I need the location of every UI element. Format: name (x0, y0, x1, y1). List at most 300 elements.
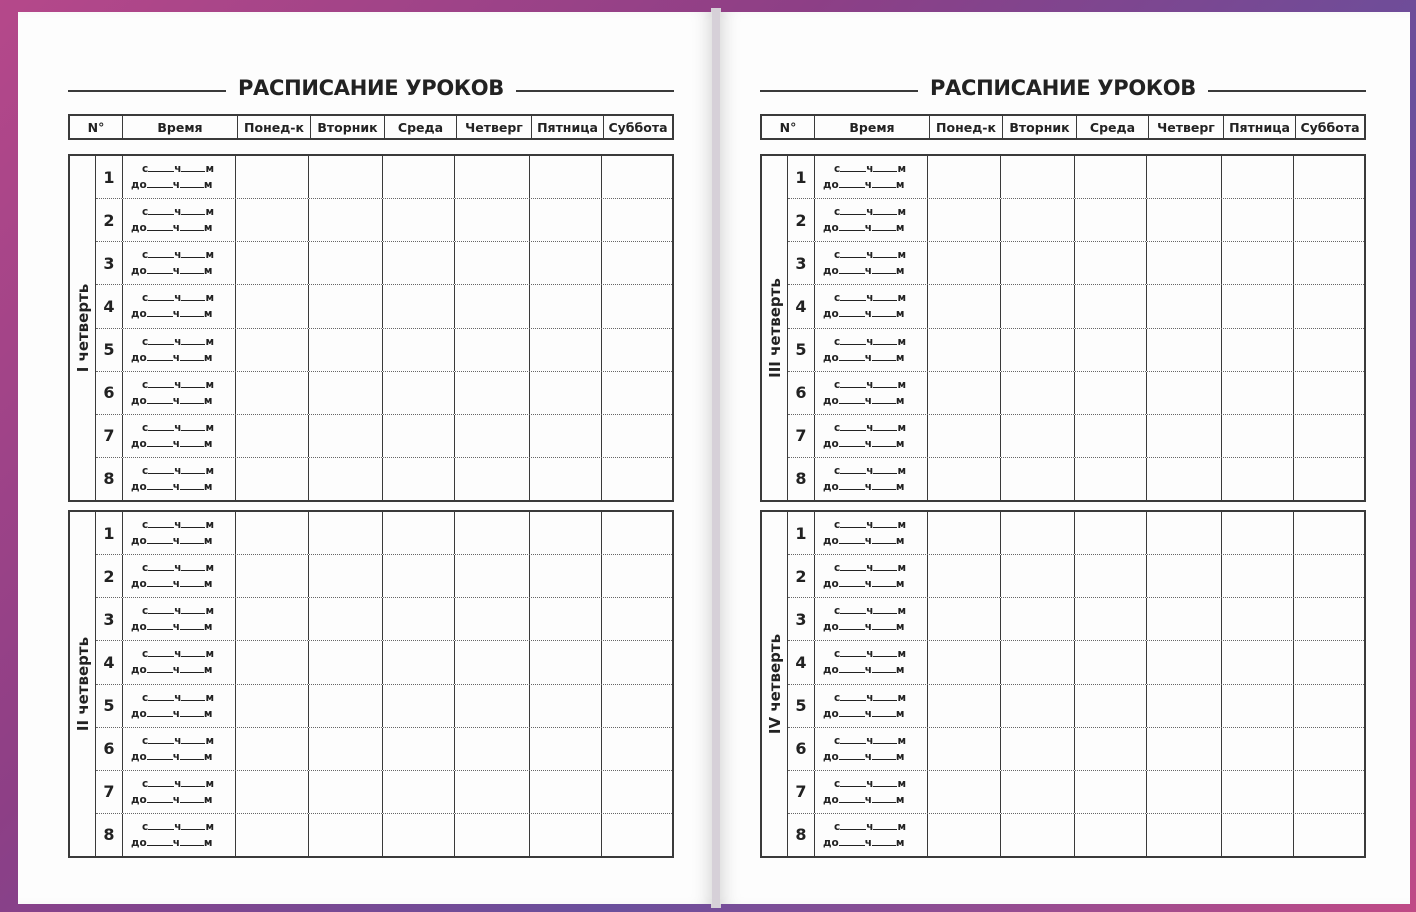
subject-cell[interactable] (602, 512, 672, 554)
time-slot[interactable] (815, 242, 928, 284)
blank-hours[interactable] (147, 749, 173, 760)
time-slot[interactable] (123, 685, 236, 727)
time-slot[interactable] (815, 156, 928, 198)
subject-cell[interactable] (1222, 728, 1294, 770)
subject-cell[interactable] (383, 728, 455, 770)
subject-cell[interactable] (455, 771, 530, 813)
subject-cell[interactable] (383, 285, 455, 327)
time-slot[interactable] (123, 329, 236, 371)
blank-hours[interactable] (147, 436, 173, 447)
blank-minutes[interactable] (180, 749, 204, 760)
subject-cell[interactable] (602, 641, 672, 683)
subject-cell[interactable] (1001, 372, 1075, 414)
subject-cell[interactable] (1294, 458, 1364, 500)
time-slot[interactable] (123, 415, 236, 457)
subject-cell[interactable] (1001, 771, 1075, 813)
subject-cell[interactable] (309, 242, 383, 284)
blank-minutes[interactable] (181, 776, 205, 787)
subject-cell[interactable] (383, 242, 455, 284)
blank-minutes[interactable] (872, 350, 896, 361)
blank-minutes[interactable] (180, 706, 204, 717)
blank-hours[interactable] (147, 479, 173, 490)
time-slot[interactable] (123, 771, 236, 813)
subject-cell[interactable] (602, 598, 672, 640)
subject-cell[interactable] (236, 458, 309, 500)
subject-cell[interactable] (236, 156, 309, 198)
blank-minutes[interactable] (873, 204, 897, 215)
subject-cell[interactable] (530, 728, 602, 770)
subject-cell[interactable] (309, 641, 383, 683)
blank-minutes[interactable] (180, 263, 204, 274)
subject-cell[interactable] (309, 512, 383, 554)
subject-cell[interactable] (928, 285, 1001, 327)
subject-cell[interactable] (309, 372, 383, 414)
time-slot[interactable] (815, 512, 928, 554)
blank-hours[interactable] (839, 220, 865, 231)
blank-minutes[interactable] (873, 334, 897, 345)
blank-hours[interactable] (840, 204, 866, 215)
blank-minutes[interactable] (873, 560, 897, 571)
subject-cell[interactable] (1075, 156, 1147, 198)
subject-cell[interactable] (602, 685, 672, 727)
blank-hours[interactable] (148, 517, 174, 528)
time-slot[interactable] (123, 458, 236, 500)
subject-cell[interactable] (928, 728, 1001, 770)
subject-cell[interactable] (309, 685, 383, 727)
subject-cell[interactable] (1294, 285, 1364, 327)
blank-minutes[interactable] (872, 749, 896, 760)
subject-cell[interactable] (1147, 372, 1222, 414)
subject-cell[interactable] (1147, 242, 1222, 284)
blank-hours[interactable] (839, 835, 865, 846)
blank-hours[interactable] (840, 819, 866, 830)
time-slot[interactable] (815, 199, 928, 241)
subject-cell[interactable] (928, 641, 1001, 683)
subject-cell[interactable] (236, 285, 309, 327)
subject-cell[interactable] (1075, 329, 1147, 371)
subject-cell[interactable] (1147, 728, 1222, 770)
subject-cell[interactable] (455, 555, 530, 597)
blank-minutes[interactable] (180, 576, 204, 587)
subject-cell[interactable] (928, 458, 1001, 500)
blank-hours[interactable] (840, 646, 866, 657)
subject-cell[interactable] (455, 372, 530, 414)
blank-minutes[interactable] (181, 603, 205, 614)
subject-cell[interactable] (530, 415, 602, 457)
subject-cell[interactable] (1294, 372, 1364, 414)
subject-cell[interactable] (1075, 685, 1147, 727)
subject-cell[interactable] (1294, 814, 1364, 856)
subject-cell[interactable] (602, 199, 672, 241)
blank-minutes[interactable] (180, 393, 204, 404)
subject-cell[interactable] (1222, 415, 1294, 457)
subject-cell[interactable] (383, 771, 455, 813)
blank-minutes[interactable] (873, 377, 897, 388)
subject-cell[interactable] (1001, 814, 1075, 856)
subject-cell[interactable] (530, 641, 602, 683)
blank-minutes[interactable] (181, 247, 205, 258)
blank-hours[interactable] (148, 290, 174, 301)
blank-hours[interactable] (148, 733, 174, 744)
subject-cell[interactable] (1147, 771, 1222, 813)
blank-minutes[interactable] (872, 306, 896, 317)
subject-cell[interactable] (383, 156, 455, 198)
subject-cell[interactable] (383, 372, 455, 414)
subject-cell[interactable] (1001, 199, 1075, 241)
blank-minutes[interactable] (180, 177, 204, 188)
blank-minutes[interactable] (873, 247, 897, 258)
blank-hours[interactable] (148, 161, 174, 172)
subject-cell[interactable] (236, 771, 309, 813)
blank-minutes[interactable] (180, 436, 204, 447)
subject-cell[interactable] (530, 156, 602, 198)
blank-hours[interactable] (840, 463, 866, 474)
subject-cell[interactable] (928, 555, 1001, 597)
blank-minutes[interactable] (180, 619, 204, 630)
subject-cell[interactable] (602, 771, 672, 813)
subject-cell[interactable] (1075, 372, 1147, 414)
blank-hours[interactable] (147, 576, 173, 587)
time-slot[interactable] (123, 555, 236, 597)
subject-cell[interactable] (1222, 458, 1294, 500)
subject-cell[interactable] (236, 242, 309, 284)
subject-cell[interactable] (455, 512, 530, 554)
blank-hours[interactable] (839, 619, 865, 630)
subject-cell[interactable] (1075, 641, 1147, 683)
subject-cell[interactable] (530, 771, 602, 813)
subject-cell[interactable] (236, 512, 309, 554)
subject-cell[interactable] (309, 728, 383, 770)
blank-hours[interactable] (840, 560, 866, 571)
subject-cell[interactable] (309, 814, 383, 856)
time-slot[interactable] (815, 771, 928, 813)
subject-cell[interactable] (928, 415, 1001, 457)
blank-minutes[interactable] (873, 819, 897, 830)
blank-hours[interactable] (840, 377, 866, 388)
blank-minutes[interactable] (181, 733, 205, 744)
subject-cell[interactable] (455, 415, 530, 457)
subject-cell[interactable] (1001, 415, 1075, 457)
subject-cell[interactable] (530, 512, 602, 554)
subject-cell[interactable] (1294, 598, 1364, 640)
time-slot[interactable] (815, 285, 928, 327)
blank-hours[interactable] (840, 776, 866, 787)
blank-minutes[interactable] (872, 619, 896, 630)
subject-cell[interactable] (309, 156, 383, 198)
subject-cell[interactable] (1294, 156, 1364, 198)
time-slot[interactable] (815, 598, 928, 640)
subject-cell[interactable] (1001, 156, 1075, 198)
subject-cell[interactable] (455, 156, 530, 198)
blank-minutes[interactable] (873, 776, 897, 787)
time-slot[interactable] (815, 641, 928, 683)
subject-cell[interactable] (1222, 555, 1294, 597)
subject-cell[interactable] (236, 415, 309, 457)
subject-cell[interactable] (383, 598, 455, 640)
time-slot[interactable] (815, 372, 928, 414)
blank-hours[interactable] (147, 263, 173, 274)
subject-cell[interactable] (455, 814, 530, 856)
time-slot[interactable] (123, 156, 236, 198)
blank-minutes[interactable] (181, 290, 205, 301)
subject-cell[interactable] (455, 199, 530, 241)
time-slot[interactable] (815, 555, 928, 597)
subject-cell[interactable] (1001, 285, 1075, 327)
subject-cell[interactable] (1294, 415, 1364, 457)
subject-cell[interactable] (1147, 156, 1222, 198)
blank-minutes[interactable] (873, 517, 897, 528)
subject-cell[interactable] (1222, 372, 1294, 414)
time-slot[interactable] (815, 329, 928, 371)
blank-minutes[interactable] (873, 733, 897, 744)
subject-cell[interactable] (1222, 329, 1294, 371)
blank-minutes[interactable] (180, 533, 204, 544)
subject-cell[interactable] (1147, 641, 1222, 683)
blank-hours[interactable] (147, 662, 173, 673)
blank-minutes[interactable] (872, 177, 896, 188)
subject-cell[interactable] (236, 814, 309, 856)
subject-cell[interactable] (1294, 199, 1364, 241)
subject-cell[interactable] (455, 685, 530, 727)
subject-cell[interactable] (1294, 641, 1364, 683)
time-slot[interactable] (815, 415, 928, 457)
blank-hours[interactable] (147, 533, 173, 544)
subject-cell[interactable] (928, 685, 1001, 727)
time-slot[interactable] (815, 728, 928, 770)
time-slot[interactable] (123, 285, 236, 327)
blank-hours[interactable] (840, 334, 866, 345)
subject-cell[interactable] (530, 199, 602, 241)
subject-cell[interactable] (309, 555, 383, 597)
subject-cell[interactable] (455, 458, 530, 500)
subject-cell[interactable] (236, 372, 309, 414)
blank-minutes[interactable] (872, 533, 896, 544)
subject-cell[interactable] (1001, 242, 1075, 284)
blank-hours[interactable] (147, 220, 173, 231)
subject-cell[interactable] (1147, 415, 1222, 457)
blank-minutes[interactable] (181, 646, 205, 657)
subject-cell[interactable] (1222, 641, 1294, 683)
blank-hours[interactable] (840, 247, 866, 258)
time-slot[interactable] (123, 598, 236, 640)
subject-cell[interactable] (1294, 771, 1364, 813)
blank-minutes[interactable] (872, 706, 896, 717)
blank-minutes[interactable] (180, 220, 204, 231)
subject-cell[interactable] (383, 814, 455, 856)
subject-cell[interactable] (530, 458, 602, 500)
blank-hours[interactable] (148, 560, 174, 571)
blank-hours[interactable] (839, 436, 865, 447)
subject-cell[interactable] (455, 285, 530, 327)
subject-cell[interactable] (455, 598, 530, 640)
blank-hours[interactable] (840, 690, 866, 701)
subject-cell[interactable] (309, 458, 383, 500)
subject-cell[interactable] (1222, 199, 1294, 241)
subject-cell[interactable] (309, 285, 383, 327)
subject-cell[interactable] (602, 458, 672, 500)
blank-minutes[interactable] (872, 835, 896, 846)
blank-minutes[interactable] (180, 835, 204, 846)
blank-minutes[interactable] (872, 479, 896, 490)
subject-cell[interactable] (1147, 199, 1222, 241)
time-slot[interactable] (123, 641, 236, 683)
subject-cell[interactable] (602, 814, 672, 856)
subject-cell[interactable] (1075, 285, 1147, 327)
blank-hours[interactable] (148, 776, 174, 787)
subject-cell[interactable] (383, 458, 455, 500)
subject-cell[interactable] (530, 372, 602, 414)
blank-hours[interactable] (839, 306, 865, 317)
blank-minutes[interactable] (180, 662, 204, 673)
subject-cell[interactable] (1222, 512, 1294, 554)
subject-cell[interactable] (1075, 512, 1147, 554)
subject-cell[interactable] (530, 555, 602, 597)
blank-minutes[interactable] (872, 792, 896, 803)
blank-hours[interactable] (148, 334, 174, 345)
subject-cell[interactable] (1075, 814, 1147, 856)
subject-cell[interactable] (455, 242, 530, 284)
blank-hours[interactable] (147, 792, 173, 803)
blank-hours[interactable] (147, 306, 173, 317)
subject-cell[interactable] (236, 598, 309, 640)
subject-cell[interactable] (309, 598, 383, 640)
subject-cell[interactable] (1294, 512, 1364, 554)
subject-cell[interactable] (1147, 458, 1222, 500)
subject-cell[interactable] (1222, 156, 1294, 198)
blank-minutes[interactable] (872, 576, 896, 587)
subject-cell[interactable] (1147, 512, 1222, 554)
subject-cell[interactable] (1147, 598, 1222, 640)
subject-cell[interactable] (928, 156, 1001, 198)
blank-hours[interactable] (147, 706, 173, 717)
blank-hours[interactable] (148, 420, 174, 431)
subject-cell[interactable] (1075, 415, 1147, 457)
blank-hours[interactable] (839, 479, 865, 490)
blank-minutes[interactable] (181, 690, 205, 701)
subject-cell[interactable] (602, 728, 672, 770)
subject-cell[interactable] (602, 415, 672, 457)
blank-hours[interactable] (839, 749, 865, 760)
subject-cell[interactable] (309, 199, 383, 241)
blank-minutes[interactable] (181, 463, 205, 474)
blank-hours[interactable] (147, 393, 173, 404)
subject-cell[interactable] (928, 329, 1001, 371)
subject-cell[interactable] (928, 512, 1001, 554)
blank-minutes[interactable] (873, 603, 897, 614)
time-slot[interactable] (815, 685, 928, 727)
blank-hours[interactable] (840, 420, 866, 431)
subject-cell[interactable] (1222, 598, 1294, 640)
blank-hours[interactable] (839, 576, 865, 587)
subject-cell[interactable] (1222, 242, 1294, 284)
blank-hours[interactable] (147, 177, 173, 188)
time-slot[interactable] (123, 199, 236, 241)
time-slot[interactable] (123, 372, 236, 414)
subject-cell[interactable] (602, 555, 672, 597)
subject-cell[interactable] (1001, 685, 1075, 727)
subject-cell[interactable] (1222, 814, 1294, 856)
subject-cell[interactable] (455, 329, 530, 371)
subject-cell[interactable] (928, 372, 1001, 414)
subject-cell[interactable] (928, 199, 1001, 241)
subject-cell[interactable] (1222, 685, 1294, 727)
blank-minutes[interactable] (873, 290, 897, 301)
blank-minutes[interactable] (872, 393, 896, 404)
blank-minutes[interactable] (181, 161, 205, 172)
subject-cell[interactable] (1001, 728, 1075, 770)
blank-minutes[interactable] (181, 819, 205, 830)
blank-hours[interactable] (840, 161, 866, 172)
subject-cell[interactable] (383, 512, 455, 554)
blank-hours[interactable] (148, 819, 174, 830)
blank-hours[interactable] (839, 662, 865, 673)
subject-cell[interactable] (928, 598, 1001, 640)
subject-cell[interactable] (236, 555, 309, 597)
blank-minutes[interactable] (181, 560, 205, 571)
blank-minutes[interactable] (180, 306, 204, 317)
subject-cell[interactable] (1294, 728, 1364, 770)
blank-minutes[interactable] (181, 377, 205, 388)
subject-cell[interactable] (236, 728, 309, 770)
subject-cell[interactable] (602, 372, 672, 414)
subject-cell[interactable] (1294, 555, 1364, 597)
blank-minutes[interactable] (872, 662, 896, 673)
time-slot[interactable] (123, 728, 236, 770)
subject-cell[interactable] (1001, 458, 1075, 500)
blank-minutes[interactable] (181, 420, 205, 431)
subject-cell[interactable] (236, 641, 309, 683)
blank-hours[interactable] (148, 690, 174, 701)
subject-cell[interactable] (530, 598, 602, 640)
subject-cell[interactable] (383, 555, 455, 597)
blank-hours[interactable] (839, 393, 865, 404)
subject-cell[interactable] (1294, 329, 1364, 371)
subject-cell[interactable] (602, 285, 672, 327)
subject-cell[interactable] (236, 685, 309, 727)
blank-hours[interactable] (840, 733, 866, 744)
time-slot[interactable] (123, 814, 236, 856)
blank-hours[interactable] (840, 603, 866, 614)
subject-cell[interactable] (602, 329, 672, 371)
blank-hours[interactable] (148, 463, 174, 474)
subject-cell[interactable] (1294, 685, 1364, 727)
subject-cell[interactable] (455, 728, 530, 770)
subject-cell[interactable] (455, 641, 530, 683)
subject-cell[interactable] (383, 641, 455, 683)
subject-cell[interactable] (309, 771, 383, 813)
blank-hours[interactable] (839, 263, 865, 274)
subject-cell[interactable] (1147, 329, 1222, 371)
subject-cell[interactable] (1147, 814, 1222, 856)
blank-minutes[interactable] (873, 690, 897, 701)
subject-cell[interactable] (1222, 285, 1294, 327)
blank-minutes[interactable] (873, 161, 897, 172)
blank-minutes[interactable] (181, 517, 205, 528)
blank-hours[interactable] (147, 350, 173, 361)
subject-cell[interactable] (1075, 555, 1147, 597)
blank-hours[interactable] (840, 517, 866, 528)
subject-cell[interactable] (928, 242, 1001, 284)
subject-cell[interactable] (1147, 555, 1222, 597)
subject-cell[interactable] (383, 199, 455, 241)
subject-cell[interactable] (1075, 242, 1147, 284)
subject-cell[interactable] (928, 814, 1001, 856)
subject-cell[interactable] (1001, 598, 1075, 640)
subject-cell[interactable] (530, 242, 602, 284)
subject-cell[interactable] (530, 814, 602, 856)
blank-minutes[interactable] (873, 463, 897, 474)
blank-hours[interactable] (839, 533, 865, 544)
